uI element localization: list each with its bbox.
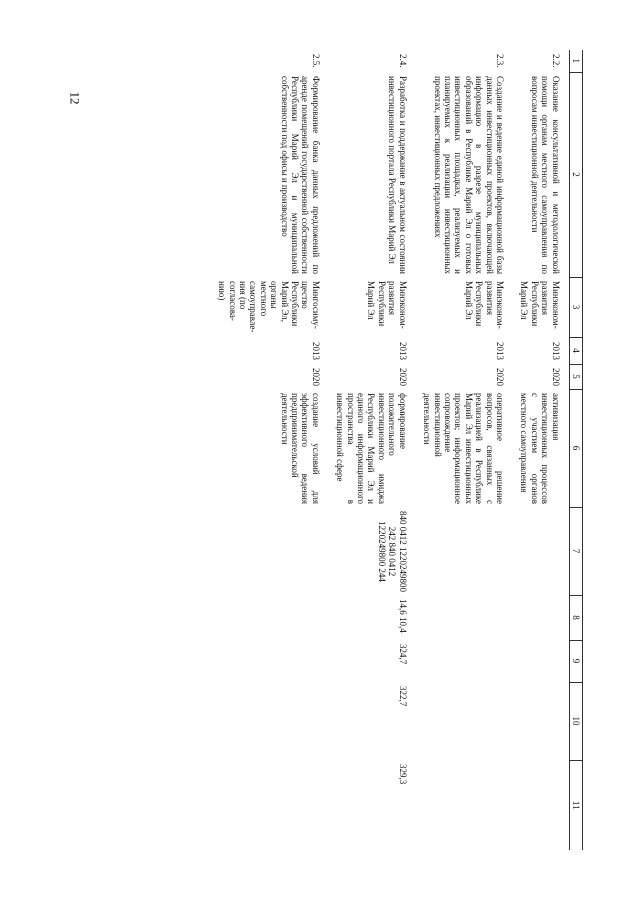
table-row bbox=[211, 50, 329, 850]
column-number: 5 bbox=[569, 364, 582, 389]
value-col11 bbox=[416, 760, 513, 850]
table-row bbox=[513, 50, 569, 850]
row-number: 2.4. bbox=[397, 54, 408, 68]
end-year: 2020 bbox=[397, 368, 408, 386]
start-year: 2013 bbox=[550, 342, 561, 360]
value-col10 bbox=[416, 682, 513, 760]
value-col11: 329,3 bbox=[397, 764, 408, 785]
executor-text: Минэконом-развития Республики Марий Эл bbox=[366, 281, 408, 329]
executor-text: Минэконом-развития Республики Марий Эл bbox=[463, 281, 505, 329]
row-number: 2.3. bbox=[494, 54, 505, 68]
value-col8 bbox=[416, 595, 513, 640]
column-number: 6 bbox=[569, 389, 582, 507]
budget-code: 840 0412 1220249800 242 840 0412 1220249800 244 bbox=[376, 511, 408, 592]
result-text: формирование положительного инвестиционного имиджа Республики Марий Эл и единого информационного пространства в инвестиционной сфере bbox=[335, 393, 408, 504]
column-number: 9 bbox=[569, 640, 582, 682]
column-number: 4 bbox=[569, 337, 582, 364]
executor-text: Мингосиму-щество Республики Марий Эл, органы местного самоуправле-ния (по согласова-нию) bbox=[217, 281, 321, 333]
budget-code bbox=[416, 507, 513, 595]
measure-text: Оказание консультативной и методологической помощи органам местного самоуправления по вопросам инвестиционной деятельности bbox=[529, 76, 561, 274]
table-row bbox=[416, 50, 513, 850]
column-number: 7 bbox=[569, 507, 582, 595]
rotated-page bbox=[103, 50, 583, 850]
value-col11 bbox=[211, 760, 329, 850]
column-number-row bbox=[569, 50, 582, 850]
column-number: 1 bbox=[569, 50, 582, 72]
result-text: создание условий для эффективного ведения предпринимательской деятельности bbox=[279, 393, 321, 504]
result-text: активизация инвестиционных процессов с участием органов местного самоуправления bbox=[519, 393, 561, 504]
value-col8: 14,6 10,4 bbox=[397, 599, 408, 633]
value-col10: 322,7 bbox=[397, 686, 408, 707]
value-col11 bbox=[513, 760, 569, 850]
end-year: 2020 bbox=[550, 368, 561, 386]
value-col10 bbox=[211, 682, 329, 760]
value-col10 bbox=[513, 682, 569, 760]
executor-text: Минэконом-развития Республики Марий Эл bbox=[519, 281, 561, 329]
column-number: 2 bbox=[569, 72, 582, 277]
value-col9: 324,7 bbox=[397, 644, 408, 665]
measures-table bbox=[211, 50, 583, 850]
column-number: 11 bbox=[569, 760, 582, 850]
column-number: 10 bbox=[569, 682, 582, 760]
column-number: 8 bbox=[569, 595, 582, 640]
end-year: 2020 bbox=[494, 368, 505, 386]
value-col8 bbox=[211, 595, 329, 640]
page-number: 12 bbox=[67, 91, 83, 105]
end-year: 2020 bbox=[310, 368, 321, 386]
value-col9 bbox=[211, 640, 329, 682]
table-row bbox=[329, 50, 416, 850]
measure-text: Формирование банка данных предложений по аренде помещений государственной собственности Республики Марий Эл и муниципальной собственности под офисы и производство bbox=[279, 76, 321, 274]
measure-text: Разработка и поддержание в актуальном состоянии инвестиционного портала Республики Марий Эл bbox=[387, 76, 408, 274]
result-text: оперативное решение вопросов, связанных с реализацией в Республике Марий Эл инвестиционных проектов; информационное сопровождение инвестиционной деятельности bbox=[422, 393, 505, 504]
value-col9 bbox=[416, 640, 513, 682]
start-year: 2013 bbox=[397, 342, 408, 360]
start-year: 2013 bbox=[310, 342, 321, 360]
row-number: 2.5. bbox=[310, 54, 321, 68]
value-col8 bbox=[513, 595, 569, 640]
budget-code bbox=[211, 507, 329, 595]
budget-code bbox=[513, 507, 569, 595]
column-number: 3 bbox=[569, 277, 582, 337]
value-col9 bbox=[513, 640, 569, 682]
measure-text: Создание и ведение единой информационной базы данных инвестиционных проектов, включающей информацию в разрезе муниципальных образований в Республике Марий Эл о готовых инвестиционных площадках, реализуемых и планируемых к реализации инвестиционных проектах, инвестиционных предложениях bbox=[432, 76, 505, 274]
row-number: 2.2. bbox=[550, 54, 561, 68]
start-year: 2013 bbox=[494, 342, 505, 360]
